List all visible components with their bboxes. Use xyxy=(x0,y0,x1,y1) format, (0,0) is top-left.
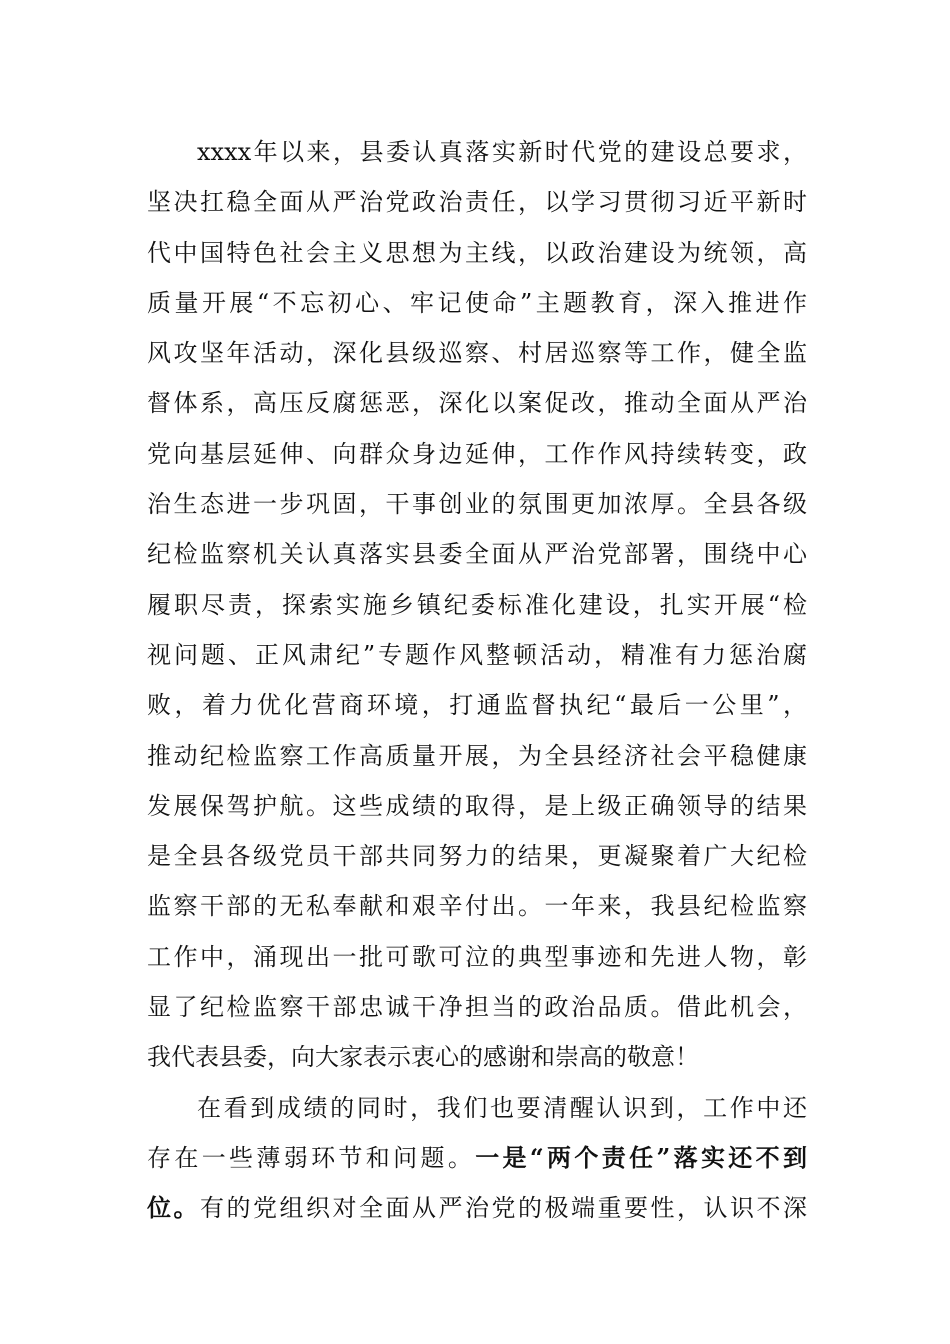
bold-heading-run: 位。 xyxy=(147,1193,200,1223)
text-line: 坚决扛稳全面从严治党政治责任，以学习贯彻习近平新时 xyxy=(147,188,807,217)
text-line: 发展保驾护航。这些成绩的取得，是上级正确领导的结果 xyxy=(147,791,807,820)
text-line: 风攻坚年活动，深化县级巡察、村居巡察等工作，健全监 xyxy=(147,339,807,368)
text-line: 党向基层延伸、向群众身边延伸，工作作风持续转变，政 xyxy=(147,439,807,468)
text-line: 视问题、正风肃纪”专题作风整顿活动，精准有力惩治腐 xyxy=(147,640,807,669)
text-line: 纪检监察机关认真落实县委全面从严治党部署，围绕中心 xyxy=(147,540,807,569)
paragraph-achievements xyxy=(147,127,807,1083)
text-line: 在看到成绩的同时，我们也要清醒认识到，工作中还 xyxy=(197,1093,807,1122)
text-line: 我代表县委，向大家表示衷心的感谢和崇高的敬意！ xyxy=(147,1043,699,1072)
bold-heading-run: 一是“两个责任”落实还不到 xyxy=(475,1142,808,1172)
text-run: 存在一些薄弱环节和问题。 xyxy=(147,1143,476,1172)
text-line xyxy=(147,1133,807,1183)
text-line: xxxx年以来，县委认真落实新时代党的建设总要求， xyxy=(197,138,807,166)
text-line xyxy=(147,1183,807,1233)
text-line: 代中国特色社会主义思想为主线，以政治建设为统领，高 xyxy=(147,238,807,267)
text-run: 有的党组织对全面从严治党的极端重要性，认识不深 xyxy=(200,1194,807,1223)
text-line: 推动纪检监察工作高质量开展，为全县经济社会平稳健康 xyxy=(147,741,807,770)
text-line: 是全县各级党员干部共同努力的结果，更凝聚着广大纪检 xyxy=(147,842,807,871)
text-line: 治生态进一步巩固，干事创业的氛围更加浓厚。全县各级 xyxy=(147,490,807,519)
text-line: 质量开展“不忘初心、牢记使命”主题教育，深入推进作 xyxy=(147,288,807,317)
paragraph-problems xyxy=(147,1083,807,1234)
text-line: 显了纪检监察干部忠诚干净担当的政治品质。借此机会， xyxy=(147,993,807,1022)
text-line: 工作中，涌现出一批可歌可泣的典型事迹和先进人物，彰 xyxy=(147,942,807,971)
body-text xyxy=(147,127,807,1234)
text-line: 败，着力优化营商环境，打通监督执纪“最后一公里”， xyxy=(147,691,807,720)
text-line: 履职尽责，探索实施乡镇纪委标准化建设，扎实开展“检 xyxy=(147,590,807,619)
text-line: 督体系，高压反腐惩恶，深化以案促改，推动全面从严治 xyxy=(147,389,807,418)
text-line: 监察干部的无私奉献和艰辛付出。一年来，我县纪检监察 xyxy=(147,892,807,921)
